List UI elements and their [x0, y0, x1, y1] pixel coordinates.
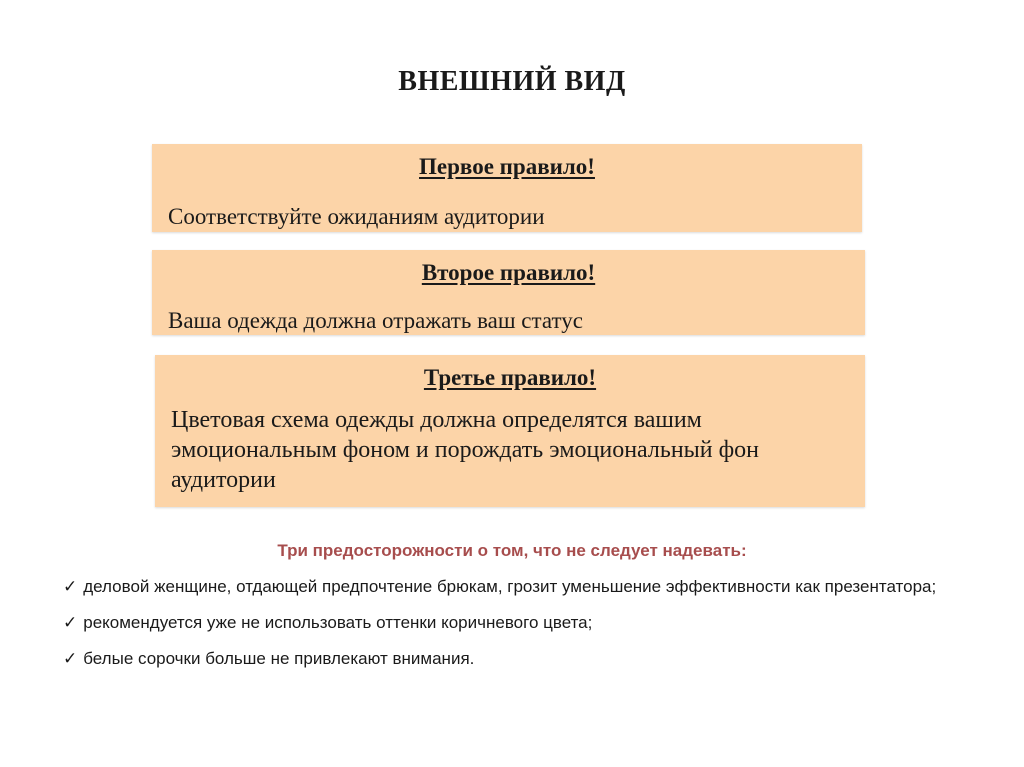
- list-item: [63, 648, 963, 670]
- rule-heading: Третье правило!: [423, 365, 597, 390]
- warnings-list: [63, 576, 963, 684]
- rule-text: Цветовая схема одежды должна определятся вашим эмоциональным фоном и порождать эмоциональный фон аудитории: [171, 407, 760, 493]
- rule-box-third: [155, 355, 865, 507]
- list-item-text: рекомендуется уже не использовать оттенки коричневого цвета;: [83, 613, 593, 632]
- rule-heading: Второе правило!: [421, 260, 596, 285]
- list-item: [63, 576, 963, 598]
- list-item-text: деловой женщине, отдающей предпочтение брюкам, грозит уменьшение эффективности как презентатора;: [83, 577, 937, 596]
- rule-text: Соответствуйте ожиданиям аудитории: [168, 204, 545, 229]
- check-icon: ✓: [63, 577, 78, 596]
- list-item: [63, 612, 963, 634]
- rule-text: Ваша одежда должна отражать ваш статус: [168, 308, 583, 333]
- rule-heading: Первое правило!: [419, 154, 595, 179]
- list-item-text: белые сорочки больше не привлекают внимания.: [83, 649, 475, 668]
- check-icon: ✓: [63, 613, 78, 632]
- slide-title: ВНЕШНИЙ ВИД: [398, 66, 626, 97]
- warnings-heading: Три предосторожности о том, что не следует надевать:: [277, 541, 747, 560]
- rule-box-first: [152, 144, 862, 232]
- check-icon: ✓: [63, 649, 78, 668]
- rule-box-second: [152, 250, 865, 335]
